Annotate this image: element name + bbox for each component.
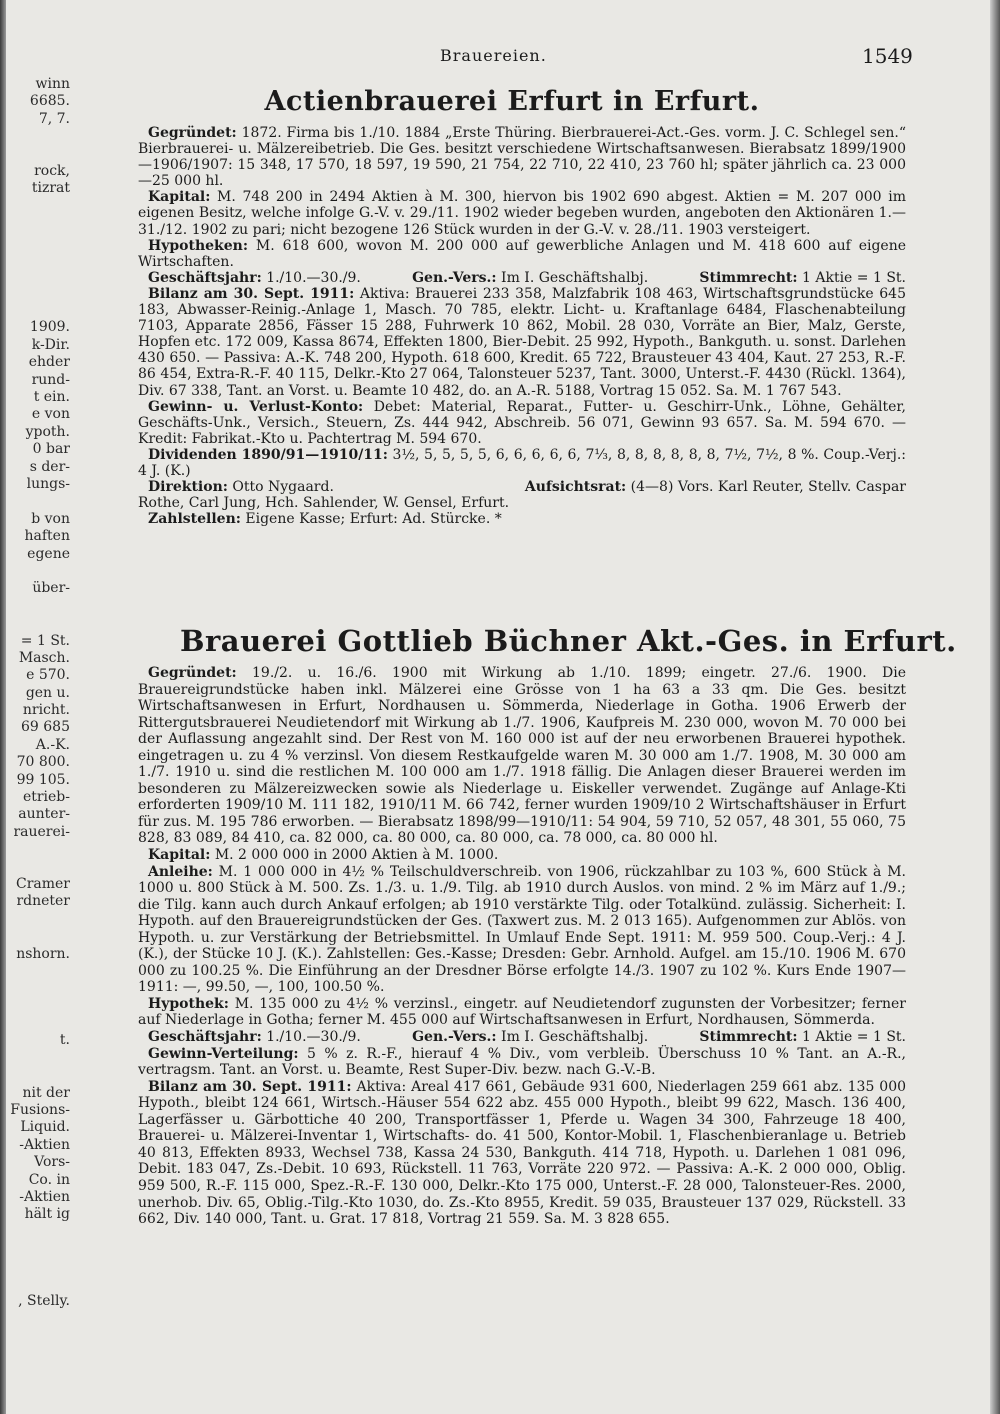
previous-column-line: ehder [28, 354, 70, 371]
field-text: Otto Nygaard. [227, 479, 334, 496]
entry-row-cell [138, 479, 334, 495]
entry-paragraph [138, 286, 906, 399]
field-label: Hypothek: [148, 995, 229, 1012]
previous-column-line [0, 859, 70, 876]
previous-column-line [0, 146, 70, 163]
previous-column-line [0, 1067, 70, 1084]
field-label: Aufsichtsrat: [524, 479, 627, 496]
field-label: Dividenden 1890/91—1910/11: [148, 446, 388, 463]
field-text: Aktiva: Areal 417 661, Gebäude 931 600, Niederlagen 259 661 abz. 135 000 Hypoth., bleibt 124 661, Wirtsch.-Häuser 554 622 abz. 455 000 Hypoth., bleibt 99 622, Masch. 136 400, Lagerfässer u. Gärbottiche 40 200, Transportfässer 1, Pferde u. Wagen 34 300, Fahrzeuge 18 400, Brauerei- u. Mälzerei-Inventar 1, Wirtschafts- do. 41 500, Kontor-Mobil. 1, Flaschenbieranlage u. Betrieb 40 813, Effekten 8933, Wechsel 738, Kassa 24 530, Bankguth. 414 718, Hypoth. u. Darlehen 1 081 096, Debit. 183 047, Zs.-Debit. 10 693, Rückstell. 11 763, Vorräte 220 972. — Passiva: A.-K. 2 000 000, Oblig. 959 500, R.-F. 115 000, Spez.-R.-F. 130 000, Delkr.-Kto 175 000, Unterst.-F. 28 000, Talonsteuer-Res. 2000, unerhob. Div. 65, Oblig.-Tilg.-Kto 1030, do. Zs.-Kto 8955, Kredit. 59 035, Brausteuer 137 029, Rückstell. 33 662, Div. 140 000, Tant. u. Grat. 17 818, Vortrag 21 559. Sa. M. 3 828 655. [138, 1078, 907, 1228]
field-text: M. 748 200 in 2494 Aktien à M. 300, hiervon bis 1902 690 abgest. Aktien = M. 207 000 im eigenen Besitz, welche infolge G.-V. v. 29./11. 1902 wieder begeben wurden, angeboten den Aktionären 1.—31./12. 1902 zu pari; nicht bezogene 126 Stück wurden in der G.-V. v. 28./11. 1903 versteigert. [138, 189, 906, 238]
previous-column-line [0, 1224, 70, 1241]
previous-column-line [0, 998, 70, 1015]
previous-column-line: k-Dir. [31, 336, 70, 353]
field-label: Gewinn- u. Verlust-Konto: [148, 398, 364, 415]
field-text: 19./2. u. 16./6. 1900 mit Wirkung ab 1./10. 1899; eingetr. 27./6. 1900. Die Brauereigrundstücke haben inkl. Mälzerei eine Grösse von 1 ha 63 a 33 qm. Die Ges. besitzt Wirtschaftsanwesen in Erfurt, Nordhausen u. Sömmerda, Niederlage in Gotha. 1906 Erwerb der Rittergutsbrauerei Neudietendorf mit Wirkung ab 1./7. 1906, Kaufpreis M. 230 000, wovon M. 70 000 bei der Auflassung angezahlt sind. Der Rest von M. 160 000 ist auf der neu erworbenen Brauerei hypothek. eingetragen u. zu 4 % verzinsl. Von diesem Restkaufgelde waren M. 30 000 am 1./7. 1908, M. 30 000 am 1./7. 1910 u. sind die restlichen M. 100 000 am 1./7. 1918 fällig. Die Anlagen dieser Brauerei werden im besonderen zu Mälzereizwecken sowie als Niederlage u. Eiskeller verwendet. Zugänge auf Anlage-Kti erforderten 1909/10 M. 111 182, 1910/11 M. 66 742, ferner wurden 1909/10 2 Wirtschaftshäuser in Erfurt für zus. M. 195 786 erworben. — Bierabsatz 1898/99—1910/11: 54 904, 59 710, 52 057, 48 301, 55 060, 75 828, 83 089, 84 410, ca. 82 000, ca. 80 000, ca. 80 000, ca. 78 000, ca. 80 000 hl. [138, 665, 906, 847]
previous-column-line [0, 841, 70, 858]
previous-column-line [0, 563, 70, 580]
previous-column-line [0, 215, 70, 232]
previous-column-line: -Aktien [19, 1189, 70, 1205]
previous-column-line [0, 250, 70, 267]
previous-column-line [0, 233, 70, 250]
entry-row [138, 270, 906, 286]
previous-column-line: 6685. [29, 93, 70, 110]
entry-paragraph [138, 996, 906, 1029]
previous-column-line: s der- [29, 458, 70, 475]
field-text: 1./10.—30./9. [261, 1029, 361, 1046]
previous-column-line: b von [31, 510, 70, 527]
previous-column-line: 99 105. [16, 771, 70, 788]
field-label: Hypotheken: [148, 237, 248, 254]
previous-column-line: 69 685 [21, 719, 70, 736]
field-text: 1./10.—30./9. [261, 269, 361, 286]
field-label: Kapital: [148, 189, 211, 206]
entry-paragraph [138, 847, 906, 864]
entry-row-cell [412, 270, 648, 286]
field-text: M. 2 000 000 in 2000 Aktien à M. 1000. [210, 847, 499, 864]
previous-column-line: Cramer [15, 875, 70, 892]
field-label: Gewinn-Verteilung: [148, 1045, 299, 1062]
previous-column-line: 1909. [29, 319, 70, 336]
previous-column-line: hält ig [24, 1206, 70, 1223]
entry-paragraph [138, 1046, 906, 1079]
running-header: Brauereien. [440, 46, 547, 65]
previous-column-line: winn [35, 76, 70, 92]
entry-row [138, 1029, 906, 1046]
previous-column-line: Masch. [18, 649, 70, 666]
previous-column-line [0, 1050, 70, 1067]
previous-column-line: rdneter [16, 893, 70, 910]
entry-paragraph [138, 238, 906, 270]
previous-column-line: nshorn. [16, 945, 70, 962]
entry-paragraph [138, 189, 906, 237]
previous-column-line: e 570. [26, 667, 70, 684]
entry-paragraph [138, 125, 906, 189]
previous-column-line: , Stelly. [18, 1293, 70, 1310]
previous-column-line [0, 1259, 70, 1276]
previous-column-line [0, 963, 70, 980]
previous-column-line: Liquid. [20, 1119, 70, 1136]
field-text: Im I. Geschäftshalbj. [496, 269, 649, 286]
entry-body-actienbrauerei [138, 125, 906, 527]
entry-paragraph [138, 665, 906, 847]
field-text: 3½, 5, 5, 5, 5, 6, 6, 6, 6, 6, 7⅓, 8, 8, 8, 8, 8, 8, 7½, 7½, 8 %. Coup.-Verj.: 4 J. (K.) [138, 446, 906, 479]
page-number: 1549 [862, 44, 913, 68]
field-label: Stimmrecht: [699, 269, 798, 286]
entry-paragraph [138, 447, 906, 479]
previous-column-line [0, 615, 70, 632]
previous-column-line: etrieb- [22, 789, 70, 806]
field-label: Bilanz am 30. Sept. 1911: [148, 1078, 352, 1095]
field-text: (4—8) Vors. Karl Reuter, Stellv. Caspar [626, 479, 906, 496]
previous-column-line [0, 980, 70, 997]
previous-column-line: ypoth. [25, 423, 70, 440]
field-text: Aktiva: Brauerei 233 358, Malzfabrik 108 463, Wirtschaftsgrundstücke 645 183, Abwasser-Reinig.-Anlage 1, Masch. 70 785, elektr. Licht- u. Kraftanlage 6484, Flaschenabteilung 7103, Apparate 2856, Fässer 15 288, Fuhrwerk 10 862, Mobil. 28 030, Vorräte an Bier, Malz, Gerste, Hopfen etc. 172 009, Kassa 8674, Effekten 1800, Bier-Debit. 25 992, Hypoth., Bankguth. u. sonst. Darlehen 430 650. — Passiva: A.-K. 748 200, Hypoth. 618 600, Kredit. 65 722, Brausteuer 43 404, Kaut. 27 253, R.-F. 86 454, Extra-R.-F. 40 115, Delkr.-Kto 27 064, Talonsteuer 5237, Tant. 3000, Unterst.-F. 4430 (Rückl. 1364), Div. 67 338, Tant. an Vorst. u. Beamte 10 482, do. an A.-R. 5188, Vortrag 15 052. Sa. M. 1 767 543. [138, 285, 907, 399]
field-text: Debet: Material, Reparat., Futter- u. Geschirr-Unk., Löhne, Gehälter, Geschäfts-Unk., Versich., Steuern, Zs. 444 942, Abschreib. 56 071, Gewinn 93 657. Sa. M. 594 670. — Kredit: Fabrikat.-Kto u. Pachtertrag M. 594 670. [138, 398, 906, 447]
previous-column-line [0, 1276, 70, 1293]
previous-column-line: t. [59, 1032, 70, 1049]
previous-column-line: Vors- [34, 1154, 70, 1171]
previous-column-line: Fusions- [10, 1102, 70, 1119]
field-label: Gegründet: [148, 665, 237, 681]
previous-column-line: tizrat [31, 180, 70, 197]
previous-column-line: 7, 7. [38, 110, 70, 127]
previous-column-line [0, 128, 70, 145]
previous-column-line: egene [27, 545, 70, 562]
field-label: Direktion: [148, 479, 228, 496]
previous-column-line [0, 198, 70, 215]
field-text: M. 135 000 zu 4½ % verzinsl., eingetr. auf Neudietendorf zugunsten der Vorbesitzer; ferner auf Niederlage in Gotha; ferner M. 455 000 auf Wirtschaftsanwesen in Erfurt, Nordhausen, Sömmerda. [138, 995, 906, 1029]
field-label: Bilanz am 30. Sept. 1911: [148, 285, 355, 302]
previous-column-line: = 1 St. [20, 632, 70, 649]
entry-row [138, 479, 906, 495]
previous-column-line: A.-K. [35, 736, 70, 753]
entry-title-buechner: Brauerei Gottlieb Büchner Akt.-Ges. in Erfurt. [180, 624, 957, 658]
previous-column-line: rock, [34, 162, 70, 179]
previous-column-line: nricht. [22, 702, 70, 719]
previous-column-line: rauerei- [13, 823, 70, 840]
field-label: Zahlstellen: [148, 511, 241, 528]
previous-column-line [0, 1241, 70, 1258]
scan-edge-right [990, 0, 1000, 1414]
previous-column-line [0, 911, 70, 928]
previous-column-line [0, 1015, 70, 1032]
previous-column-line: gen u. [25, 684, 70, 701]
previous-column-line [0, 285, 70, 302]
previous-column-line: lungs- [26, 475, 70, 492]
previous-column-line: nit der [22, 1084, 70, 1101]
previous-column-line: e von [31, 406, 70, 423]
previous-column-line [0, 302, 70, 319]
previous-column-line: 0 bar [32, 441, 70, 458]
field-label: Gen.-Vers.: [412, 269, 497, 286]
field-label: Kapital: [148, 847, 211, 864]
field-text: Im I. Geschäftshalbj. [496, 1029, 649, 1046]
entry-paragraph [138, 1079, 906, 1228]
field-text: M. 618 600, wovon M. 200 000 auf gewerbliche Anlagen und M. 418 600 auf eigene Wirtschaften. [138, 237, 906, 270]
previous-column-line [0, 598, 70, 615]
previous-column-line: Co. in [28, 1171, 70, 1188]
field-label: Gegründet: [148, 125, 237, 141]
entry-row-cell [138, 1029, 361, 1046]
field-text: M. 1 000 000 in 4½ % Teilschuldverschreib. von 1906, rückzahlbar zu 103 %, 600 Stück à M. 1000 u. 800 Stück à M. 500. Zs. 1./3. u. 1./9. Tilg. ab 1910 durch Auslos. von mind. 2 % im März auf 1./9.; die Tilg. kann auch durch Ankauf erfolgen; ab 1910 verstärkte Tilg. oder Totalkünd. zulässig. Sicherheit: I. Hypoth. auf den Brauereigrundstücken der Ges. (Taxwert zus. M. 2 013 165). Aufgenommen zur Ablös. von Hypoth. u. zur Verstärkung der Betriebsmittel. In Umlauf Ende Sept. 1911: M. 959 500. Coup.-Verj.: 4 J. (K.), der Stücke 10 J. (K.). Zahlstellen: Ges.-Kasse; Dresden: Gebr. Arnhold. Aufgel. am 15./10. 1906 M. 670 000 zu 100.25 %. Die Einführung an der Dresdner Börse erfolgte 14./3. 1907 zu 102 %. Kurs Ende 1907—1911: —, 99.50, —, 100, 100.50 %. [138, 863, 906, 996]
entry-body-buechner [138, 665, 906, 1228]
previous-column-line [0, 267, 70, 284]
previous-column-line: -Aktien [19, 1136, 70, 1153]
previous-column-line: t ein. [33, 389, 70, 406]
previous-column-line [0, 928, 70, 945]
field-text: 1 Aktie = 1 St. [797, 269, 906, 286]
entry-paragraph [138, 399, 906, 447]
entry-title-actienbrauerei: Actienbrauerei Erfurt in Erfurt. [264, 86, 760, 117]
entry-row-cell [412, 1029, 648, 1046]
previous-column-line [0, 493, 70, 510]
previous-column-line: über- [32, 580, 70, 597]
field-label: Stimmrecht: [699, 1029, 798, 1046]
field-label: Anleihe: [148, 863, 213, 880]
field-label: Geschäftsjahr: [148, 1029, 262, 1046]
field-text: 5 % z. R.-F., hierauf 4 % Div., vom verbleib. Überschuss 10 % Tant. an A.-R., vertragsm. Tant. an Vorst. u. Beamte, Rest Super-Div. bezw. nach G.-V.-B. [138, 1045, 906, 1079]
previous-column-line: aunter- [18, 806, 70, 823]
entry-row-continuation: Rothe, Carl Jung, Hch. Sahlender, W. Gensel, Erfurt. [138, 495, 510, 512]
field-text: 1 Aktie = 1 St. [797, 1029, 906, 1046]
entry-row-cell [138, 270, 361, 286]
entry-row-cell [699, 270, 906, 286]
entry-row-cell [699, 1029, 906, 1046]
field-text: 1872. Firma bis 1./10. 1884 „Erste Thüring. Bierbrauerei-Act.-Ges. vorm. J. C. Schlegel sen.“ Bierbrauerei- u. Mälzereibetrieb. Die Ges. besitzt verschiedene Wirtschaftsanwesen. Bierabsatz 1899/1900—1906/1907: 15 348, 17 570, 18 597, 19 590, 21 754, 22 710, 22 410, 23 760 hl; später jährlich ca. 23 000—25 000 hl. [138, 125, 906, 190]
previous-column-line: 70 800. [16, 754, 70, 771]
previous-column-fragments [0, 76, 70, 1311]
field-text: Eigene Kasse; Erfurt: Ad. Stürcke. * [240, 511, 502, 528]
previous-column-line: rund- [31, 371, 70, 388]
field-label: Gen.-Vers.: [412, 1029, 497, 1046]
previous-column-line: haften [24, 528, 70, 545]
field-label: Geschäftsjahr: [148, 269, 262, 286]
entry-row-cell [525, 479, 906, 495]
entry-paragraph [138, 864, 906, 996]
entry-paragraph [138, 511, 906, 527]
